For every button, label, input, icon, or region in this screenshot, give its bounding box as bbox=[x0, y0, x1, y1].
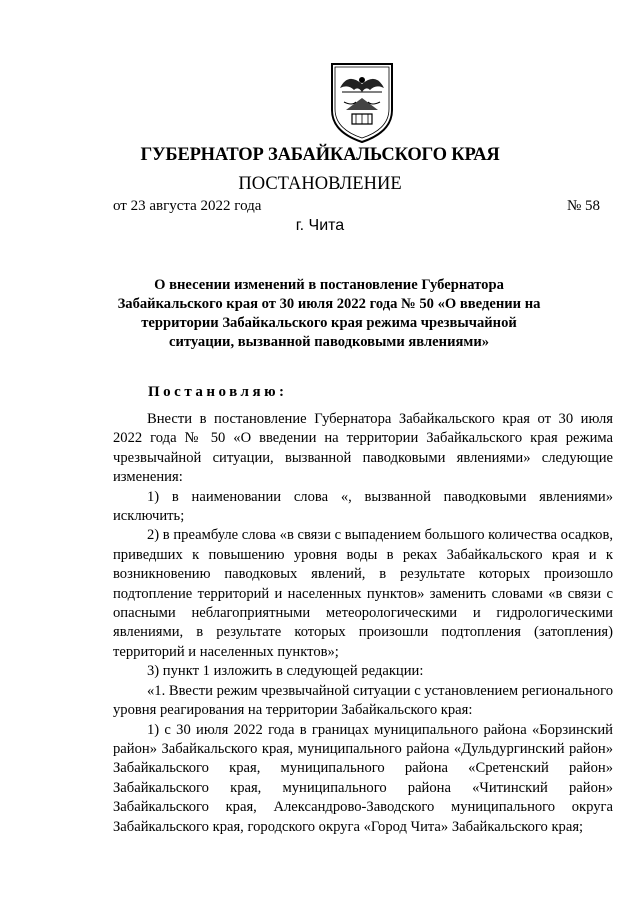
document-date: от 23 августа 2022 года bbox=[113, 198, 262, 214]
document-number: № 58 bbox=[566, 198, 600, 214]
coat-of-arms-icon bbox=[326, 58, 398, 144]
document-subject: О внесении изменений в постановление Губернатора Забайкальского края от 30 июля 2022 года № 50 «О введении на территории Забайкальского края режима чрезвычайной ситуации, вызванной паводковыми явлениями» bbox=[117, 277, 541, 350]
paragraph: «1. Ввести режим чрезвычайной ситуации с установлением регионального уровня реагирования на территории Забайкальского края: bbox=[113, 682, 613, 719]
document-city: г. Чита bbox=[295, 217, 345, 234]
paragraph: 3) пункт 1 изложить в следующей редакции: bbox=[147, 663, 424, 680]
paragraph: 2) в преамбуле слова «в связи с выпадением большого количества осадков, приведших к повышению уровня воды в реках Забайкальского края и к возникновению паводковых явлений, в результате которых произошло подтопление территорий и населенных пунктов» заменить словами «в связи с опасными неблагоприятными метеорологическими и гидрологическими явлениями, в результате которых произошли подтопления (затопления) территорий и населенных пунктов»; bbox=[113, 527, 613, 660]
document-type: ПОСТАНОВЛЕНИЕ bbox=[238, 174, 402, 194]
paragraph: 1) с 30 июля 2022 года в границах муниципального района «Борзинский район» Забайкальского края, муниципального района «Дульдургинский район» Забайкальского края, муниципального района «Сретенский район» Забайкальского края, муниципального района «Читинский район» Забайкальского края, Александрово-Заводского муниципального округа Забайкальского края, городского округа «Город Чита» Забайкальского края; bbox=[113, 721, 613, 835]
issuing-authority: ГУБЕРНАТОР ЗАБАЙКАЛЬСКОГО КРАЯ bbox=[140, 145, 500, 165]
document-body bbox=[113, 410, 613, 837]
decree-word: Постановляю: bbox=[148, 384, 288, 400]
paragraph: Внести в постановление Губернатора Забайкальского края от 30 июля 2022 года № 50 «О введении на территории Забайкальского края режима чрезвычайной ситуации, вызванной паводковыми явлениями» следующие изменения: bbox=[113, 411, 613, 486]
paragraph: 1) в наименовании слова «, вызванной паводковыми явлениями» исключить; bbox=[113, 488, 613, 525]
